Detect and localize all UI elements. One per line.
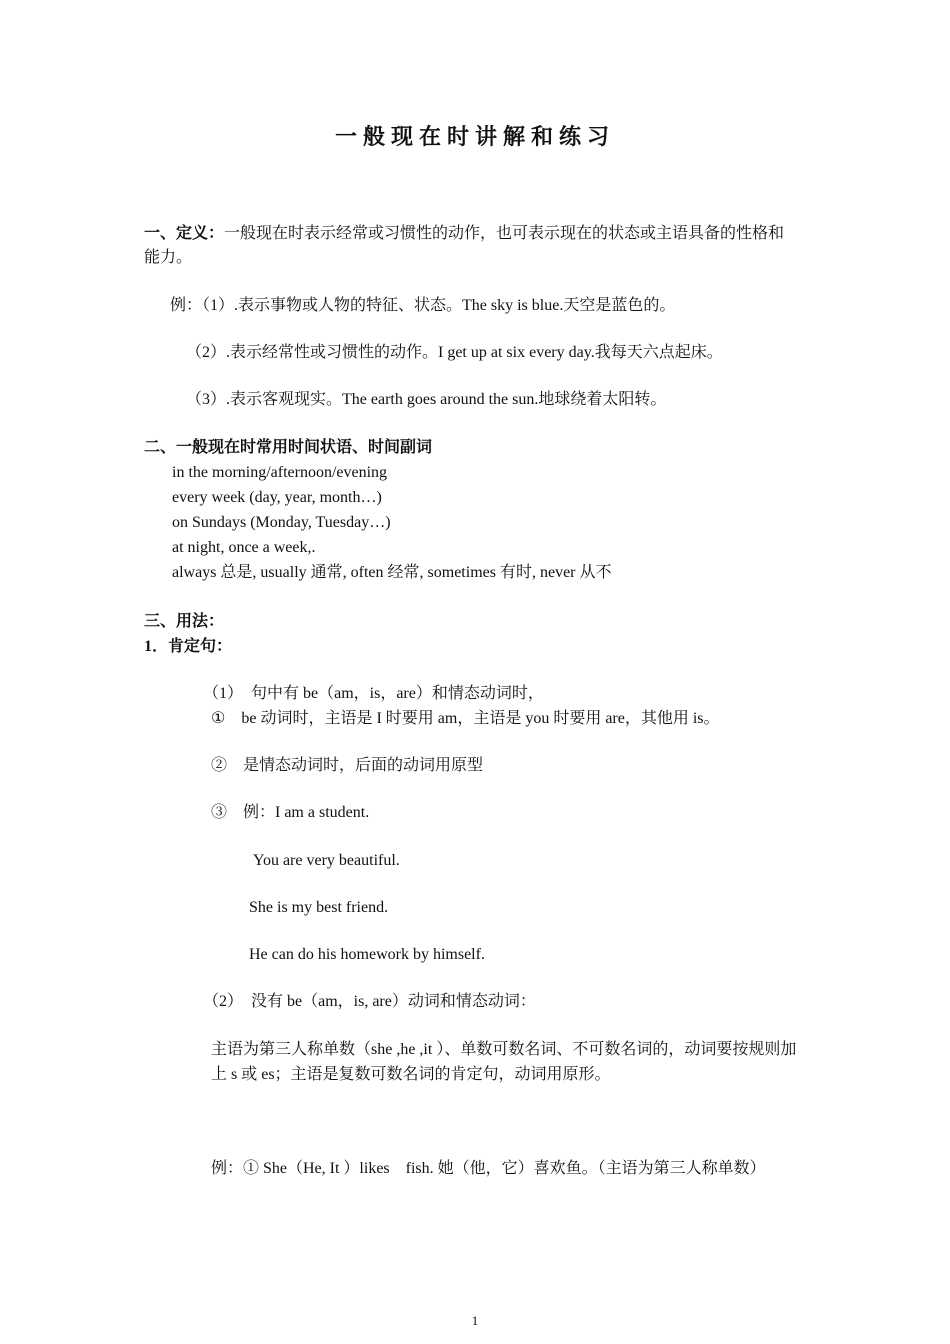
time-adverb-item: every week (day, year, month…) <box>172 489 382 506</box>
time-adverb-item: always 总是, usually 通常, often 经常, sometimes 有时, never 从不 <box>172 564 612 581</box>
time-adverb-item: on Sundays (Monday, Tuesday…) <box>172 514 391 531</box>
definition-text: 一般现在时表示经常或习惯性的动作，也可表示现在的状态或主语具备的性格和 <box>224 225 785 242</box>
example-sentence: He can do his homework by himself. <box>249 946 485 963</box>
case-2: （2） 没有 be（am，is, are）动词和情态动词： <box>203 993 536 1010</box>
example-2: （2）.表示经常性或习惯性的动作。I get up at six every day.我每天六点起床。 <box>186 344 723 361</box>
rule-text-line-1: 主语为第三人称单数（she ,he ,it ）、单数可数名词、不可数名词的，动词要按规则加 <box>211 1041 797 1058</box>
definition-line-2: 能力。 <box>144 249 193 266</box>
definition-line-1 <box>144 224 784 244</box>
time-adverb-item: at night, once a week,. <box>172 539 316 556</box>
case-1: （1） 句中有 be（am，is，are）和情态动词时， <box>203 685 544 702</box>
example-sentence: She is my best friend. <box>249 899 389 916</box>
rule-1: ① be 动词时，主语是 I 时要用 am，主语是 you 时要用 are，其他用 is。 <box>211 710 720 727</box>
time-adverbs-heading: 二、一般现在时常用时间状语、时间副词 <box>144 439 433 456</box>
rule-text-line-2: 上 s 或 es；主语是复数可数名词的肯定句，动词用原形。 <box>211 1066 611 1083</box>
usage-heading: 三、用法： <box>144 613 225 630</box>
example-line: 例：① She（He, It ）likes fish. 她（他，它）喜欢鱼。（主语为第三人称单数） <box>211 1160 766 1177</box>
example-1: 例：（1）.表示事物或人物的特征、状态。The sky is blue.天空是蓝色的。 <box>170 297 676 314</box>
rule-2: ② 是情态动词时，后面的动词用原型 <box>211 757 484 774</box>
example-3: （3）.表示客观现实。The earth goes around the sun.地球绕着太阳转。 <box>186 391 667 408</box>
time-adverb-item: in the morning/afternoon/evening <box>172 464 388 481</box>
rule-3: ③ 例：I am a student. <box>211 804 370 821</box>
affirmative-heading: 1．肯定句： <box>144 638 233 655</box>
page-title: 一般现在时讲解和练习 <box>334 124 615 149</box>
page-number: 1 <box>471 1313 479 1328</box>
definition-heading: 一、定义： <box>144 225 225 242</box>
example-sentence: You are very beautiful. <box>253 852 400 869</box>
